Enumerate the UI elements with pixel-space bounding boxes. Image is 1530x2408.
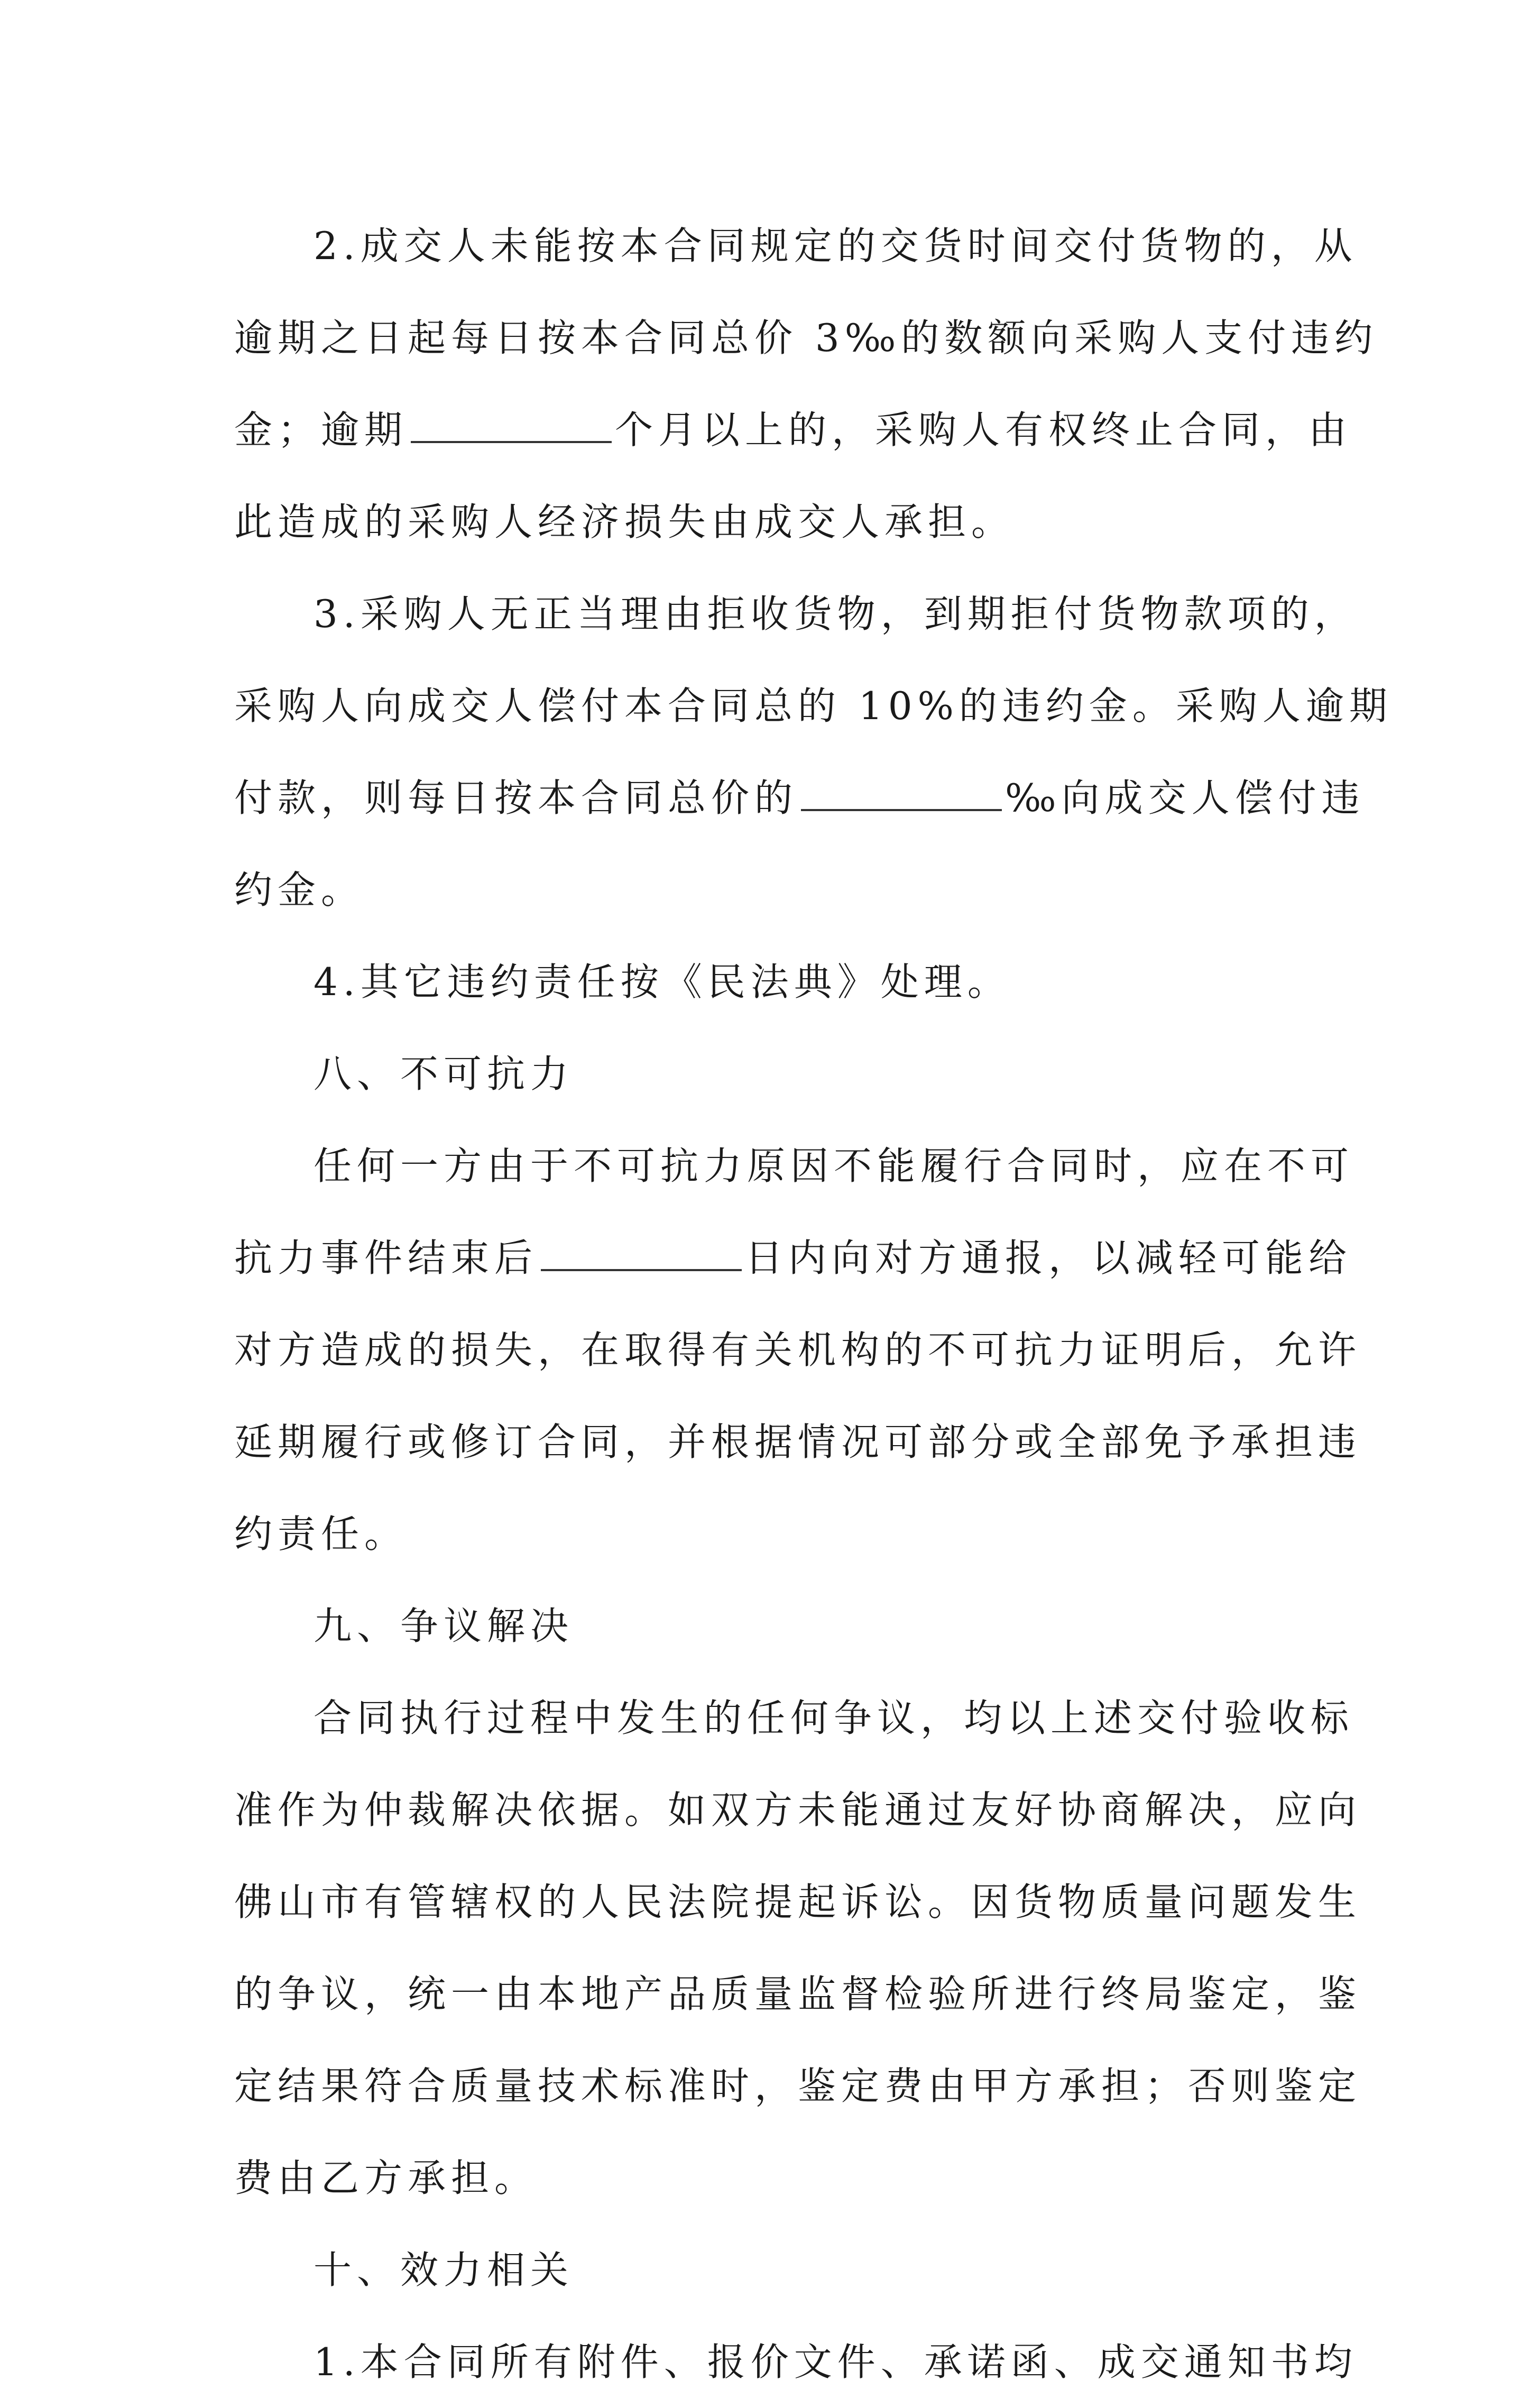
text-line: 1.本合同所有附件、报价文件、承诺函、成交通知书均 [314,2340,1358,2384]
text-line: 2.成交人未能按本合同规定的交货时间交付货物的，从 [314,224,1358,268]
text-line: 定结果符合质量技术标准时，鉴定费由甲方承担；否则鉴定 [234,2064,1362,2108]
text-line: 3.采购人无正当理由拒收货物，到期拒付货物款项的， [314,592,1358,636]
text-segment: 付款，则每日按本合同总价的 [234,776,798,820]
section-heading: 九、争议解决 [314,1604,574,1648]
text-line: 延期履行或修订合同，并根据情况可部分或全部免予承担违 [234,1420,1362,1464]
fill-in-blank [411,409,612,443]
text-segment: 个月以上的，采购人有权终止合同，由 [615,408,1352,452]
text-line: 任何一方由于不可抗力原因不能履行合同时，应在不可 [314,1144,1354,1188]
text-line: 约金。 [234,868,365,912]
text-line [234,1212,1352,1304]
text-line: 此造成的采购人经济损失由成交人承担。 [234,500,1015,544]
text-segment: 金；逾期 [234,408,408,452]
text-segment: 日内向对方通报，以减轻可能给 [745,1236,1352,1280]
text-line: 准作为仲裁解决依据。如双方未能通过友好协商解决，应向 [234,1788,1362,1832]
text-line: 对方造成的损失，在取得有关机构的不可抗力证明后，允许 [234,1328,1362,1372]
text-line: 合同执行过程中发生的任何争议，均以上述交付验收标 [314,1696,1354,1740]
text-line: 逾期之日起每日按本合同总价 3‰的数额向采购人支付违约 [234,316,1378,360]
text-line [234,752,1365,844]
fill-in-blank [801,777,1002,811]
text-segment: 抗力事件结束后 [234,1236,538,1280]
section-heading: 八、不可抗力 [314,1052,574,1096]
text-line: 的争议，统一由本地产品质量监督检验所进行终局鉴定，鉴 [234,1972,1362,2016]
text-line: 佛山市有管辖权的人民法院提起诉讼。因货物质量问题发生 [234,1880,1362,1924]
fill-in-blank [541,1237,742,1271]
text-line: 采购人向成交人偿付本合同总的 10%的违约金。采购人逾期 [234,684,1393,728]
contract-body [234,200,1393,2408]
text-line: 4.其它违约责任按《民法典》处理。 [314,960,1011,1004]
text-line: 约责任。 [234,1512,408,1556]
section-heading: 十、效力相关 [314,2248,574,2292]
text-line: 费由乙方承担。 [234,2156,538,2200]
text-line [234,384,1352,476]
text-segment: ‰向成交人偿付违 [1005,776,1365,820]
